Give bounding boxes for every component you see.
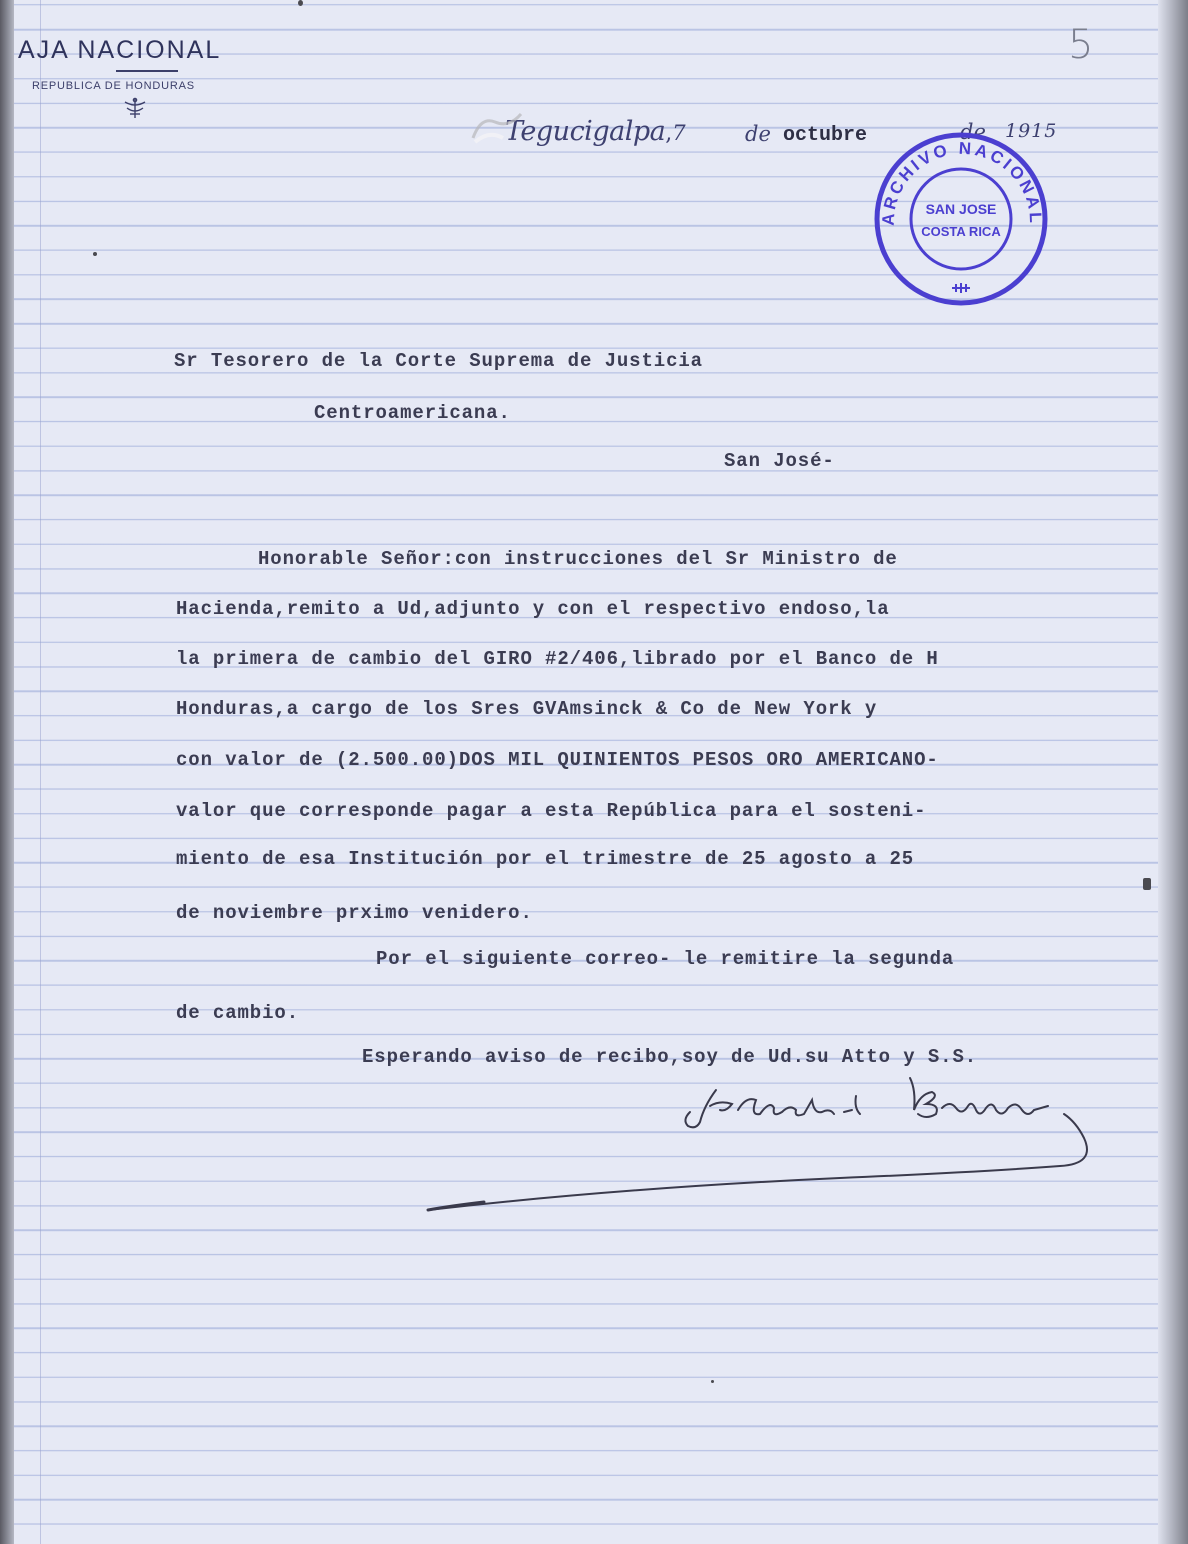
page-number: 5	[1068, 22, 1094, 68]
body-line: miento de esa Institución por el trimestre de 25 agosto a 25	[176, 848, 915, 870]
stamp-center-line1: SAN JOSE	[925, 201, 997, 217]
dateline-month: octubre	[783, 124, 868, 147]
body-line: Honduras,a cargo de los Sres GVAmsinck & Co de New York y	[176, 698, 878, 720]
margin-rule	[40, 0, 41, 1544]
body-line: valor que corresponde pagar a esta República para el sosteni-	[176, 800, 927, 822]
recipient-city: San José-	[724, 450, 835, 472]
dateline	[505, 116, 1058, 147]
ink-spot	[1143, 878, 1151, 890]
stamp-ornament-icon	[952, 283, 970, 293]
paper-edge-right	[1158, 0, 1188, 1544]
dateline-de: de	[745, 122, 771, 146]
para2-line-1: Por el siguiente correo- le remitire la segunda	[376, 948, 955, 970]
body-line: Hacienda,remito a Ud,adjunto y con el respectivo endoso,la	[176, 598, 890, 620]
closing-line: Esperando aviso de recibo,soy de Ud.su Atto y S.S.	[362, 1046, 978, 1068]
dateline-day: 7	[672, 121, 686, 145]
recipient-line-2: Centroamericana.	[314, 402, 511, 424]
body-line: de noviembre prximo venidero.	[176, 902, 533, 924]
body-line: con valor de (2.500.00)DOS MIL QUINIENTOS PESOS ORO AMERICANO-	[176, 749, 939, 771]
dateline-de-2: de	[960, 120, 986, 144]
letterhead-subtitle: REPUBLICA DE HONDURAS	[32, 80, 195, 92]
signature-icon	[420, 1070, 1100, 1230]
ink-spot	[298, 0, 303, 6]
dateline-year: 1915	[1005, 120, 1058, 142]
stamp-center-line2: COSTA RICA	[921, 224, 1001, 239]
letterhead	[18, 36, 278, 92]
recipient-line-1: Sr Tesorero de la Corte Suprema de Justicia	[174, 350, 703, 372]
dateline-comma: ,	[665, 121, 673, 146]
dateline-place: Tegucigalpa	[505, 116, 666, 147]
body-line: Honorable Señor:con instrucciones del Sr Ministro de	[258, 548, 898, 570]
ornament-icon	[121, 96, 149, 120]
letterhead-title: AJA NACIONAL	[18, 36, 222, 64]
ink-spot	[711, 1380, 714, 1383]
archivo-nacional-stamp	[872, 130, 1050, 308]
para2-line-2: de cambio.	[176, 1002, 300, 1024]
stamp-ring-text: ARCHIVO NACIONAL	[878, 138, 1046, 227]
body-line: la primera de cambio del GIRO #2/406,librado por el Banco de H	[176, 648, 939, 670]
letterhead-rule	[116, 70, 178, 72]
ink-spot	[93, 252, 97, 256]
paper-crease-icon	[469, 108, 529, 150]
